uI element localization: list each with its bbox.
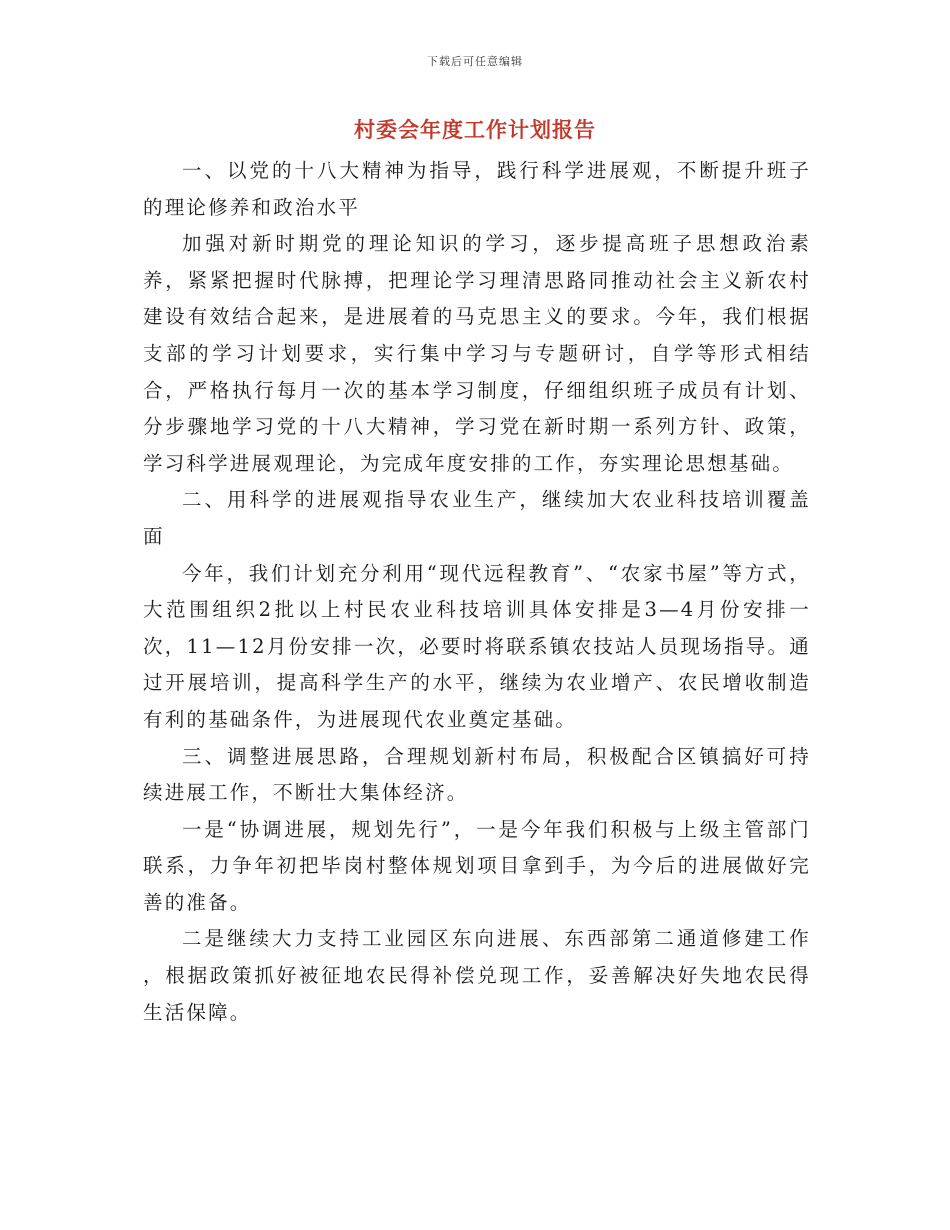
- paragraph-1: 加强对新时期党的理论知识的学习，逐步提高班子思想政治素养，紧紧把握时代脉搏，把理论学习理清思路同推动社会主义新农村建设有效结合起来，是进展着的马克思主义的要求。今年，我们根据支部的学习计划要求，实行集中学习与专题研讨，自学等形式相结合，严格执行每月一次的基本学习制度，仔细组织班子成员有计划、分步骤地学习党的十八大精神，学习党在新时期一系列方针、政策，学习科学进展观理论，为完成年度安排的工作，夯实理论思想基础。: [143, 232, 811, 475]
- paragraph-4: 二是继续大力支持工业园区东向进展、东西部第二通道修建工作 ，根据政策抓好被征地农民得补偿兑现工作，妥善解决好失地农民得生活保障。: [143, 927, 811, 1024]
- paragraph-3: 一是“协调进展，规划先行”，一是今年我们积极与上级主管部门联系，力争年初把毕岗村整体规划项目拿到手，为今后的进展做好完善的准备。: [143, 817, 811, 914]
- document-body: [143, 153, 811, 1031]
- section-heading-2: 二、用科学的进展观指导农业生产，继续加大农业科技培训覆盖面: [143, 488, 811, 548]
- document-title: 村委会年度工作计划报告: [354, 117, 596, 142]
- section-heading-1: 一、以党的十八大精神为指导，践行科学进展观，不断提升班子的理论修养和政治水平: [143, 159, 811, 219]
- section-heading-3: 三、调整进展思路，合理规划新村布局，积极配合区镇搞好可持续进展工作，不断壮大集体经济。: [143, 744, 811, 805]
- header-note: 下载后可任意编辑: [427, 55, 523, 68]
- paragraph-2: 今年，我们计划充分利用“现代远程教育”、“农家书屋”等方式， 大范围组织2批以上村民农业科技培训具体安排是3—4月份安排一次，11—12月份安排一次，必要时将联系镇农技站人员现场指导。通过开展培训，提高科学生产的水平，继续为农业增产、农民增收制造有利的基础条件，为进展现代农业奠定基础。: [143, 561, 811, 731]
